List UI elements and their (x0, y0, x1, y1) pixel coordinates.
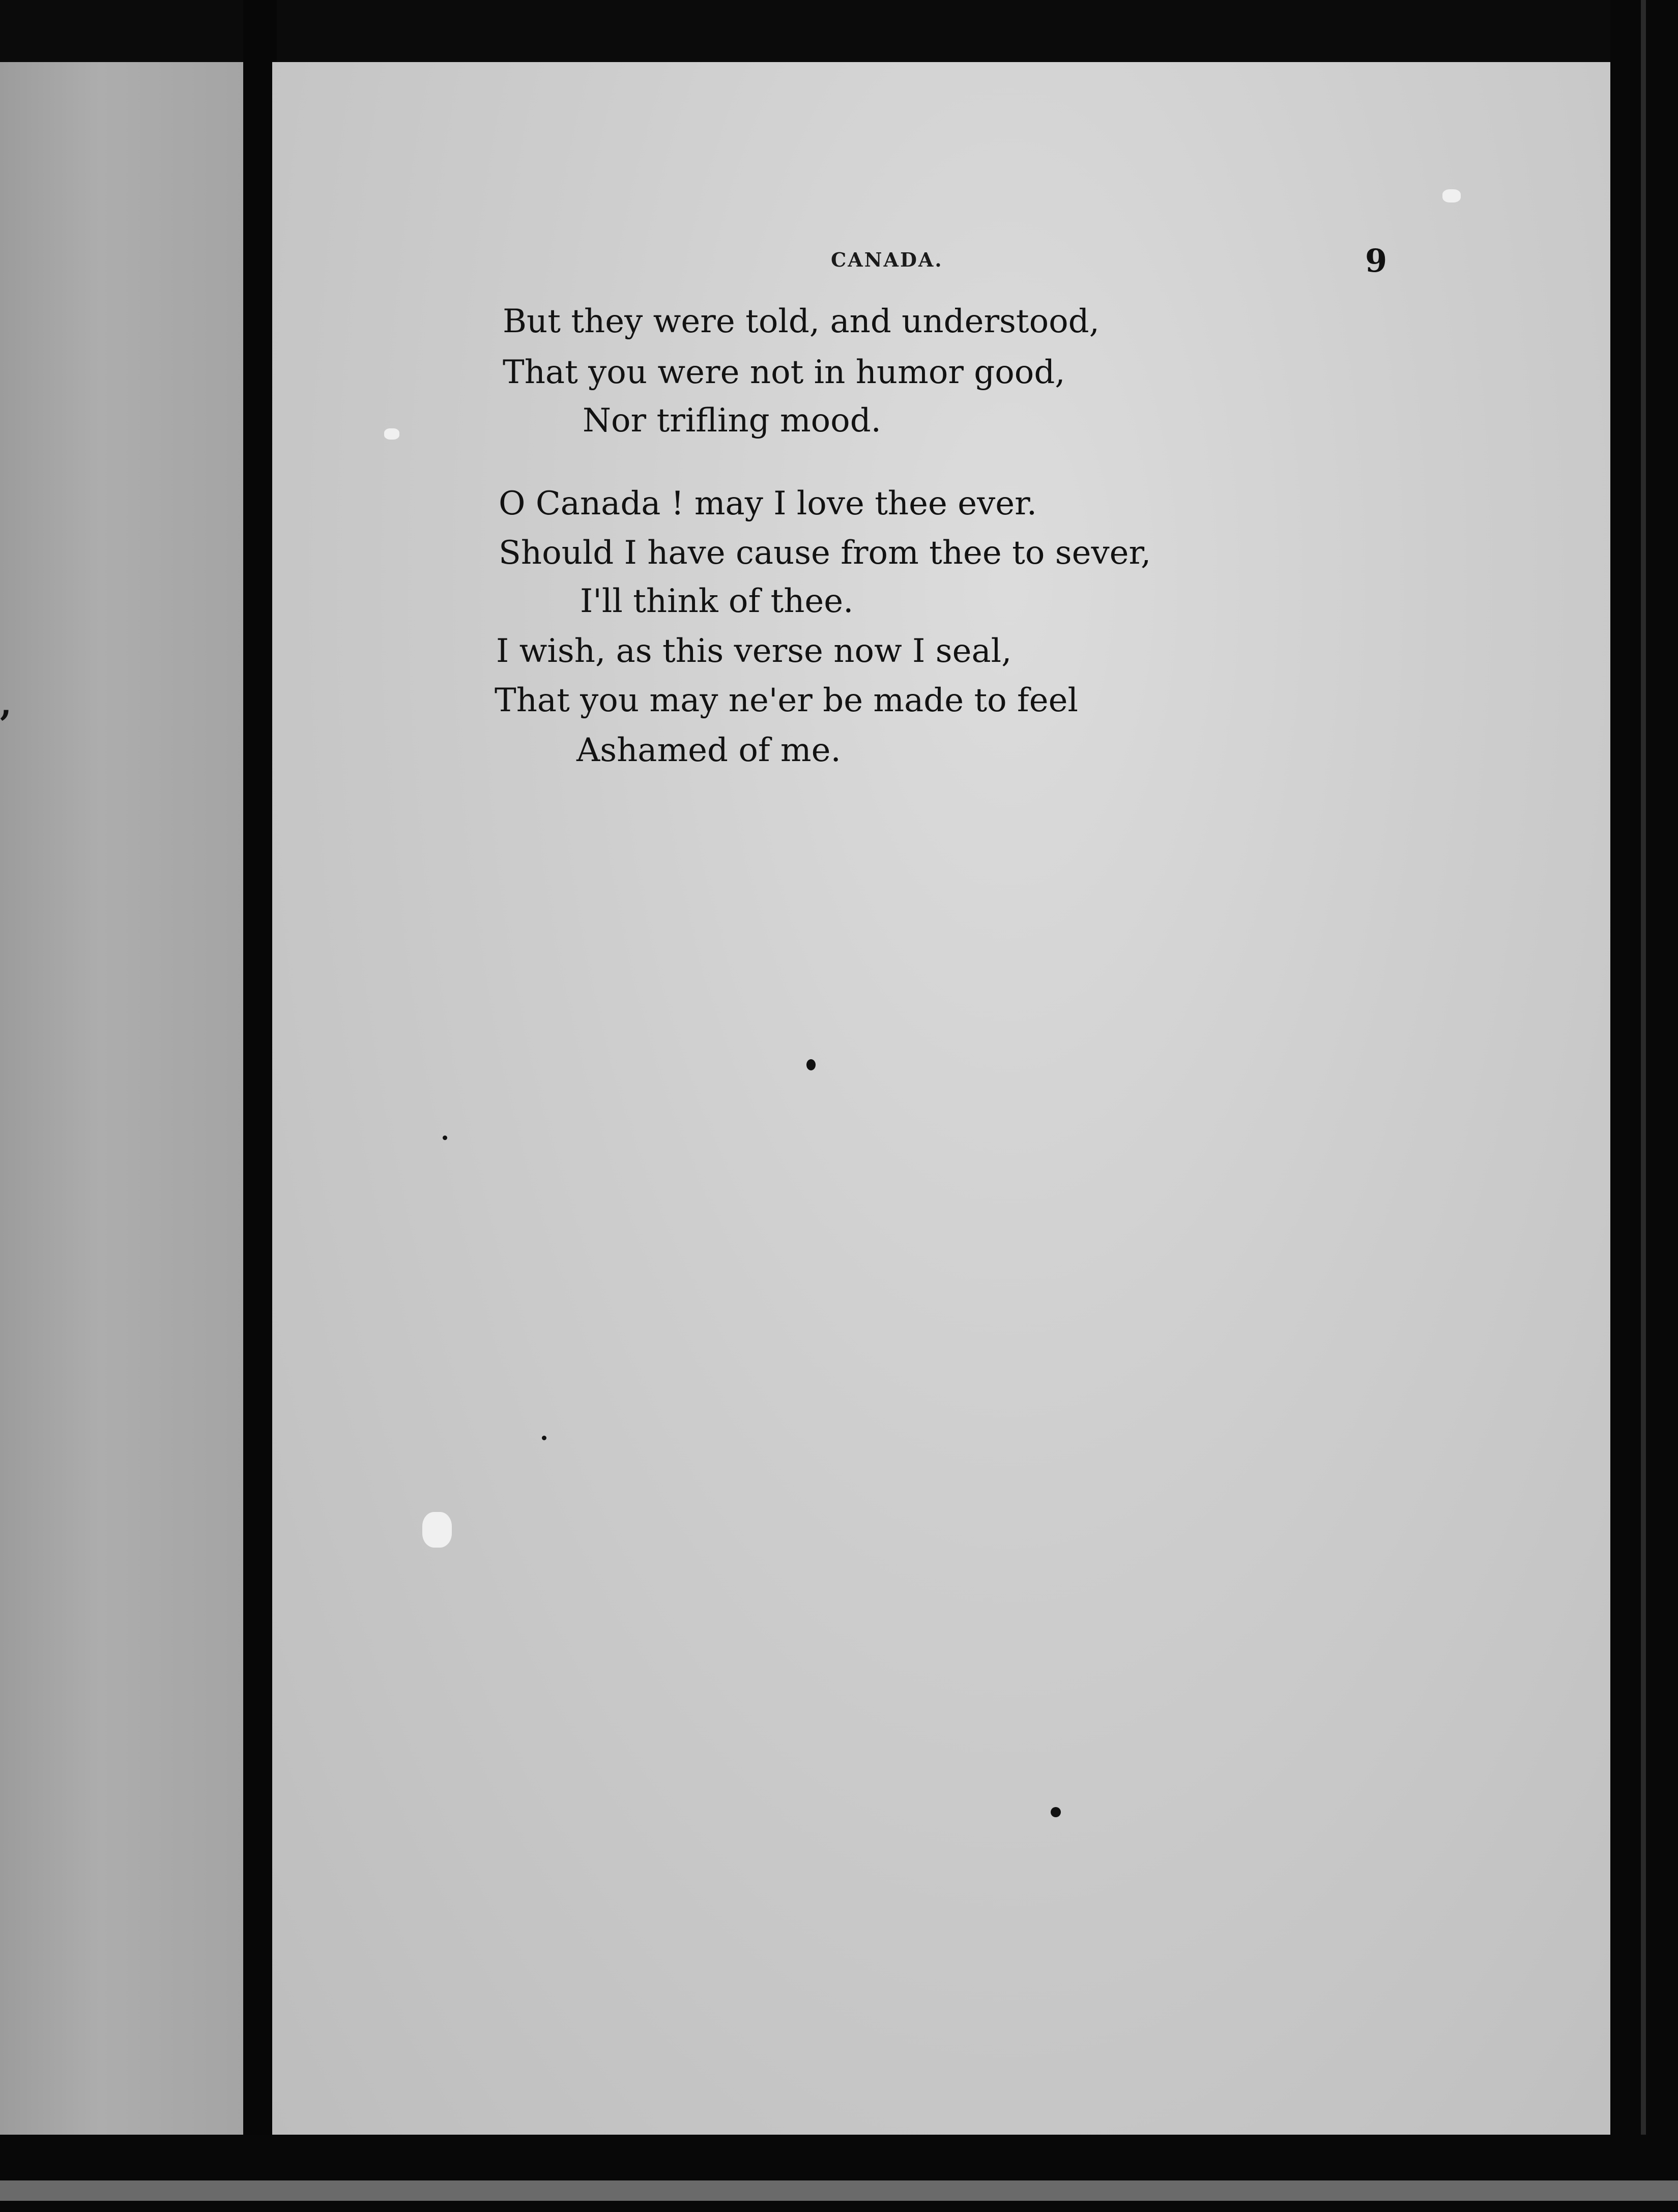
film-bottom-strip (0, 2180, 1678, 2201)
poem-line: But they were told, and understood, (503, 303, 1100, 340)
paper-fleck (384, 428, 399, 440)
paper-fleck (1442, 189, 1461, 202)
poem-line-indented: I'll think of thee. (580, 583, 854, 620)
left-page-fragment (0, 62, 249, 2148)
poem-line-indented: Ashamed of me. (576, 732, 841, 769)
poem-line: O Canada ! may I love thee ever. (499, 485, 1037, 522)
ink-speck (1051, 1807, 1061, 1817)
paper-fleck (422, 1512, 452, 1548)
poem-line: Should I have cause from thee to sever, (499, 534, 1151, 572)
film-right-edge (1610, 0, 1678, 2212)
ink-speck (542, 1436, 546, 1440)
poem-line-indented: Nor trifling mood. (583, 402, 881, 440)
poem-line: That you were not in humor good, (503, 354, 1065, 391)
film-bottom-band (0, 2135, 1678, 2212)
poem-line: That you may ne'er be made to feel (495, 682, 1078, 719)
left-page-text-fragment: , (0, 684, 12, 723)
page-number: 9 (1365, 242, 1387, 279)
poem-line: I wish, as this verse now I seal, (496, 632, 1012, 670)
film-edge-strip (1641, 0, 1646, 2212)
running-header: CANADA. (831, 248, 943, 271)
ink-speck (443, 1136, 447, 1140)
ink-speck (806, 1059, 816, 1070)
